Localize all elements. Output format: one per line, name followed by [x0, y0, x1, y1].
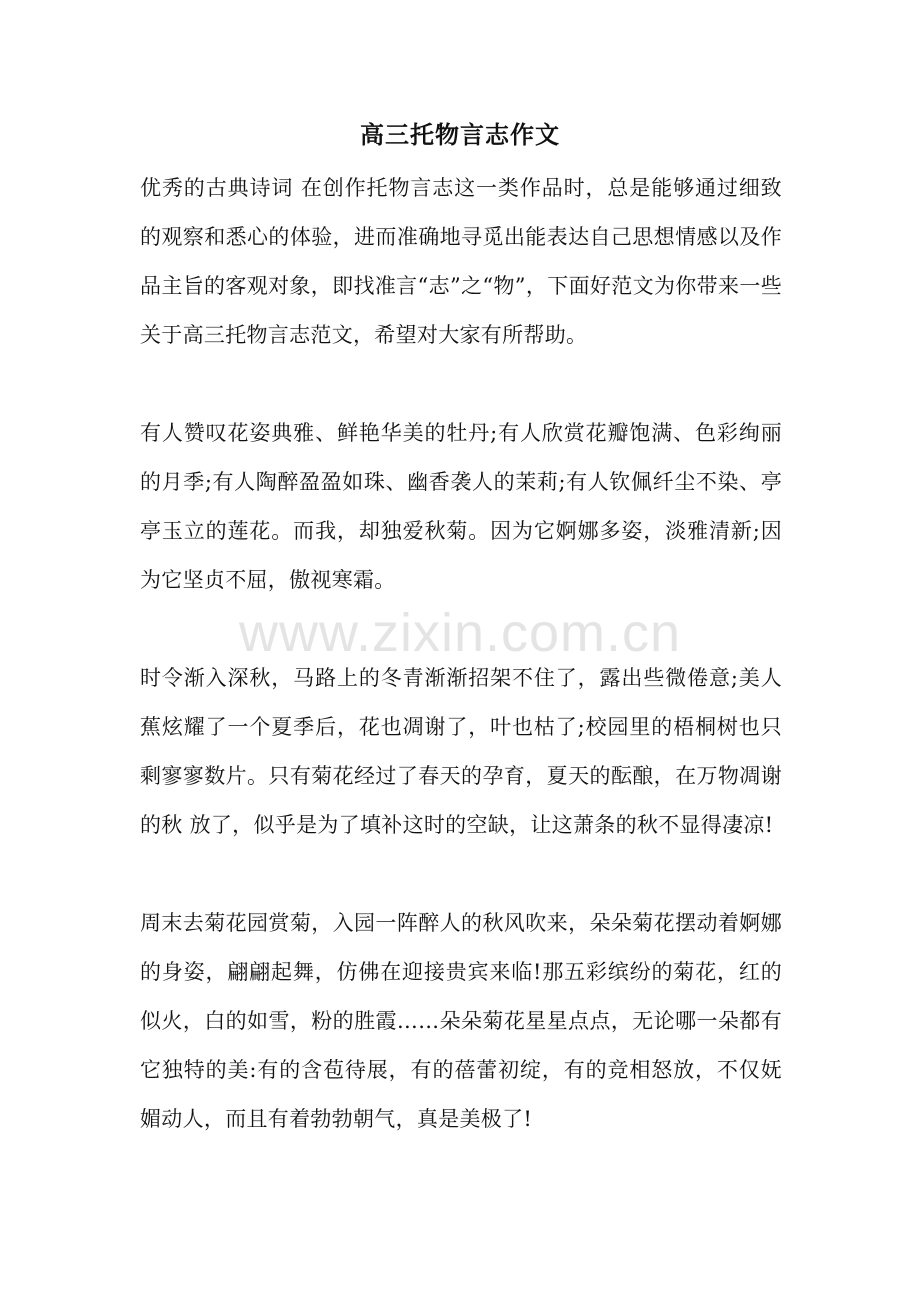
document-title: 高三托物言志作文 — [360, 120, 560, 149]
paragraph-spacer — [140, 850, 782, 899]
paragraph-autumn: 时令渐入深秋，马路上的冬青渐渐招架不住了，露出些微倦意;美人蕉炫耀了一个夏季后，花也凋谢了，叶也枯了;校园里的梧桐树也只剩寥寥数片。只有菊花经过了春天的孕育，夏天的酝酿，在万物凋谢的秋 放了，似乎是为了填补这时的空缺，让这萧条的秋不显得凄凉! — [140, 666, 782, 837]
paragraph-spacer — [140, 360, 782, 409]
watermark-text: www.zixin.com.cn — [238, 603, 682, 663]
paragraph-flowers: 有人赞叹花姿典雅、鲜艳华美的牡丹;有人欣赏花瓣饱满、色彩绚丽的月季;有人陶醉盈盈如珠、幽香袭人的茉莉;有人钦佩纤尘不染、亭亭玉立的莲花。而我，却独爱秋菊。因为它婀娜多姿，淡雅清新;因为它坚贞不屈，傲视寒霜。 — [140, 421, 782, 592]
paragraph-chrysanthemum-garden: 周末去菊花园赏菊，入园一阵醉人的秋风吹来，朵朵菊花摆动着婀娜的身姿，翩翩起舞，仿佛在迎接贵宾来临!那五彩缤纷的菊花，红的似火，白的如雪，粉的胜霞……朵朵菊花星星点点，无论哪一朵都有它独特的美:有的含苞待展，有的蓓蕾初绽，有的竞相怒放，不仅妩媚动人，而且有着勃勃朝气，真是美极了! — [140, 911, 782, 1131]
document-body — [140, 164, 782, 1144]
paragraph-intro: 优秀的古典诗词 在创作托物言志这一类作品时，总是能够通过细致的观察和悉心的体验，进而准确地寻觅出能表达自己思想情感以及作品主旨的客观对象，即找准言“志”之“物”，下面好范文为你带来一些关于高三托物言志范文，希望对大家有所帮助。 — [140, 176, 782, 347]
paragraph-spacer — [140, 605, 782, 654]
